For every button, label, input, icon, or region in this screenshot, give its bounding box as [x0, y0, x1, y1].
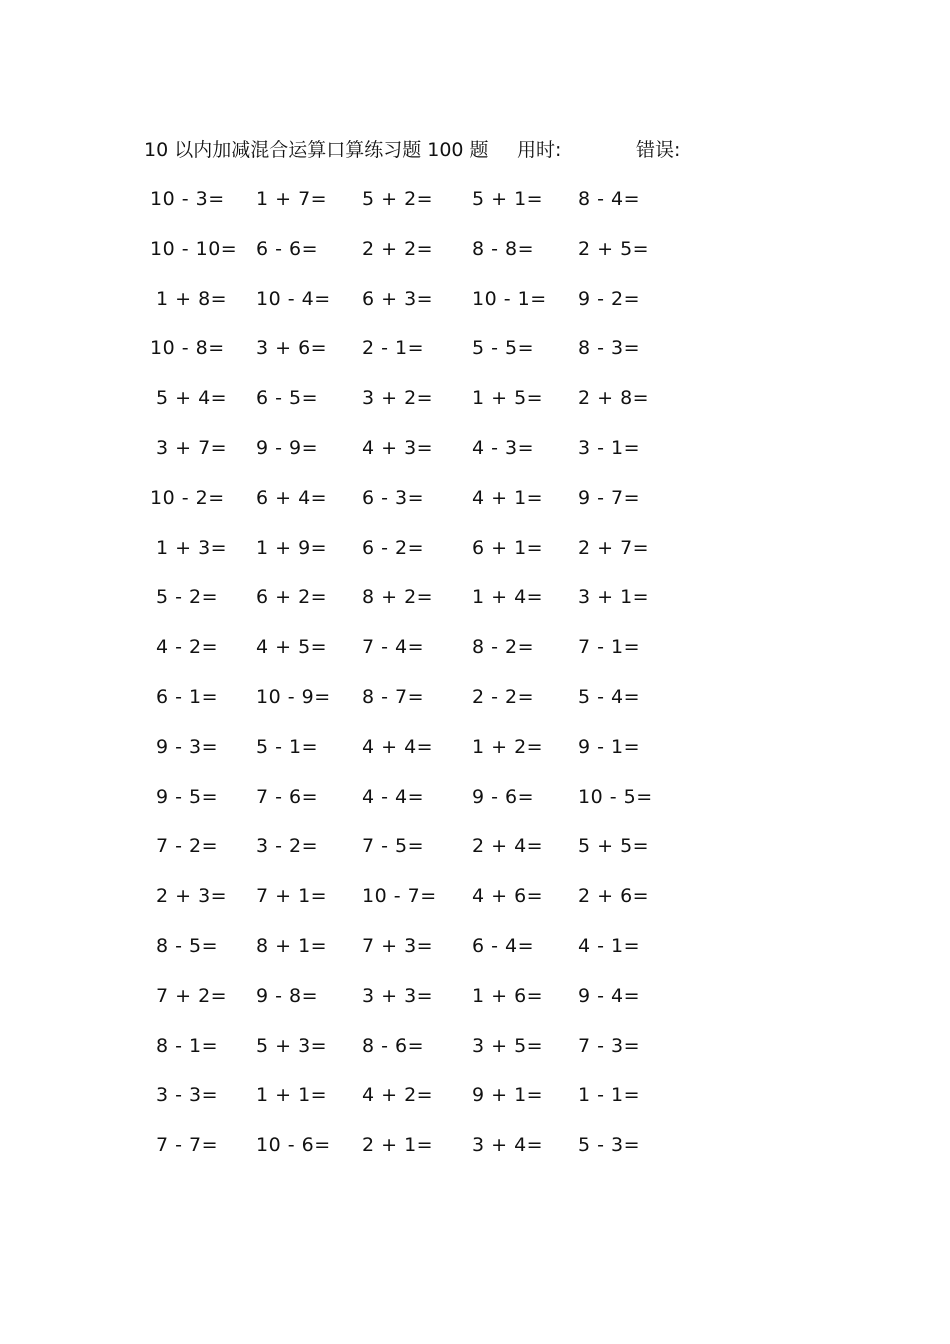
problem-item: 1 + 9= [256, 537, 328, 559]
problem-item: 6 - 1= [156, 686, 219, 708]
problem-item: 7 - 5= [362, 835, 425, 857]
problem-item: 2 + 6= [578, 885, 650, 907]
problem-item: 7 - 7= [156, 1134, 219, 1156]
problem-item: 3 + 6= [256, 337, 328, 359]
problem-item: 2 + 1= [362, 1134, 434, 1156]
problem-item: 8 - 8= [472, 238, 535, 260]
problem-item: 7 - 3= [578, 1035, 641, 1057]
problem-item: 5 + 2= [362, 188, 434, 210]
problem-item: 9 + 1= [472, 1084, 544, 1106]
problem-item: 4 + 5= [256, 636, 328, 658]
problem-item: 5 + 5= [578, 835, 650, 857]
problem-item: 8 - 3= [578, 337, 641, 359]
problem-item: 6 + 2= [256, 586, 328, 608]
problem-item: 4 + 2= [362, 1084, 434, 1106]
problem-item: 8 - 2= [472, 636, 535, 658]
problem-item: 1 + 3= [156, 537, 228, 559]
problem-item: 7 - 4= [362, 636, 425, 658]
problem-item: 7 + 2= [156, 985, 228, 1007]
problem-item: 7 + 1= [256, 885, 328, 907]
problem-item: 8 + 2= [362, 586, 434, 608]
problem-item: 4 + 3= [362, 437, 434, 459]
problem-item: 1 + 7= [256, 188, 328, 210]
problem-item: 6 - 4= [472, 935, 535, 957]
problem-item: 9 - 4= [578, 985, 641, 1007]
problem-item: 8 - 1= [156, 1035, 219, 1057]
problem-item: 1 + 1= [256, 1084, 328, 1106]
problem-item: 4 - 1= [578, 935, 641, 957]
problem-item: 5 + 4= [156, 387, 228, 409]
problem-item: 2 + 7= [578, 537, 650, 559]
problem-item: 2 + 2= [362, 238, 434, 260]
problem-item: 2 + 8= [578, 387, 650, 409]
problem-item: 6 + 1= [472, 537, 544, 559]
problem-item: 6 - 3= [362, 487, 425, 509]
problem-item: 4 - 2= [156, 636, 219, 658]
problem-item: 3 - 1= [578, 437, 641, 459]
problem-item: 1 + 6= [472, 985, 544, 1007]
problem-item: 8 - 4= [578, 188, 641, 210]
problem-item: 10 - 3= [150, 188, 225, 210]
worksheet-title: 10 以内加减混合运算口算练习题 100 题 [144, 139, 489, 161]
problem-item: 5 + 1= [472, 188, 544, 210]
problem-item: 3 + 7= [156, 437, 228, 459]
problem-item: 6 - 5= [256, 387, 319, 409]
problem-item: 5 - 3= [578, 1134, 641, 1156]
problem-item: 5 - 2= [156, 586, 219, 608]
problem-item: 9 - 6= [472, 786, 535, 808]
problem-item: 5 - 1= [256, 736, 319, 758]
problem-item: 2 + 4= [472, 835, 544, 857]
problem-item: 3 + 1= [578, 586, 650, 608]
problem-item: 10 - 9= [256, 686, 331, 708]
problem-item: 1 + 2= [472, 736, 544, 758]
problem-item: 7 + 3= [362, 935, 434, 957]
problem-item: 7 - 1= [578, 636, 641, 658]
problem-item: 1 + 4= [472, 586, 544, 608]
problem-item: 6 + 3= [362, 288, 434, 310]
problem-item: 10 - 8= [150, 337, 225, 359]
problem-item: 10 - 7= [362, 885, 437, 907]
problem-item: 1 - 1= [578, 1084, 641, 1106]
problem-item: 9 - 2= [578, 288, 641, 310]
problem-item: 3 + 2= [362, 387, 434, 409]
problem-item: 1 + 8= [156, 288, 228, 310]
problem-item: 9 - 3= [156, 736, 219, 758]
problem-item: 5 + 3= [256, 1035, 328, 1057]
problem-item: 10 - 1= [472, 288, 547, 310]
problem-item: 3 + 4= [472, 1134, 544, 1156]
problem-item: 7 - 2= [156, 835, 219, 857]
problem-item: 8 - 5= [156, 935, 219, 957]
errors-label: 错误: [636, 139, 681, 161]
problem-item: 4 - 3= [472, 437, 535, 459]
problem-item: 7 - 6= [256, 786, 319, 808]
problem-item: 9 - 1= [578, 736, 641, 758]
problem-item: 3 - 3= [156, 1084, 219, 1106]
problem-item: 4 + 6= [472, 885, 544, 907]
problem-item: 3 + 3= [362, 985, 434, 1007]
problem-item: 8 - 6= [362, 1035, 425, 1057]
problem-item: 10 - 10= [150, 238, 238, 260]
problem-item: 9 - 8= [256, 985, 319, 1007]
problem-item: 9 - 7= [578, 487, 641, 509]
problem-item: 9 - 5= [156, 786, 219, 808]
problem-item: 3 + 5= [472, 1035, 544, 1057]
problem-item: 9 - 9= [256, 437, 319, 459]
problem-item: 10 - 2= [150, 487, 225, 509]
problem-item: 8 + 1= [256, 935, 328, 957]
problem-item: 4 + 4= [362, 736, 434, 758]
problem-item: 10 - 4= [256, 288, 331, 310]
problem-item: 3 - 2= [256, 835, 319, 857]
problem-item: 6 + 4= [256, 487, 328, 509]
problem-item: 8 - 7= [362, 686, 425, 708]
problem-item: 2 + 5= [578, 238, 650, 260]
problem-item: 10 - 6= [256, 1134, 331, 1156]
problem-item: 10 - 5= [578, 786, 653, 808]
problem-item: 2 + 3= [156, 885, 228, 907]
problem-item: 5 - 4= [578, 686, 641, 708]
problem-item: 6 - 2= [362, 537, 425, 559]
problem-item: 4 + 1= [472, 487, 544, 509]
problem-item: 4 - 4= [362, 786, 425, 808]
time-used-label: 用时: [517, 139, 562, 161]
problem-item: 5 - 5= [472, 337, 535, 359]
problem-item: 2 - 1= [362, 337, 425, 359]
problem-item: 1 + 5= [472, 387, 544, 409]
problem-item: 2 - 2= [472, 686, 535, 708]
problem-item: 6 - 6= [256, 238, 319, 260]
